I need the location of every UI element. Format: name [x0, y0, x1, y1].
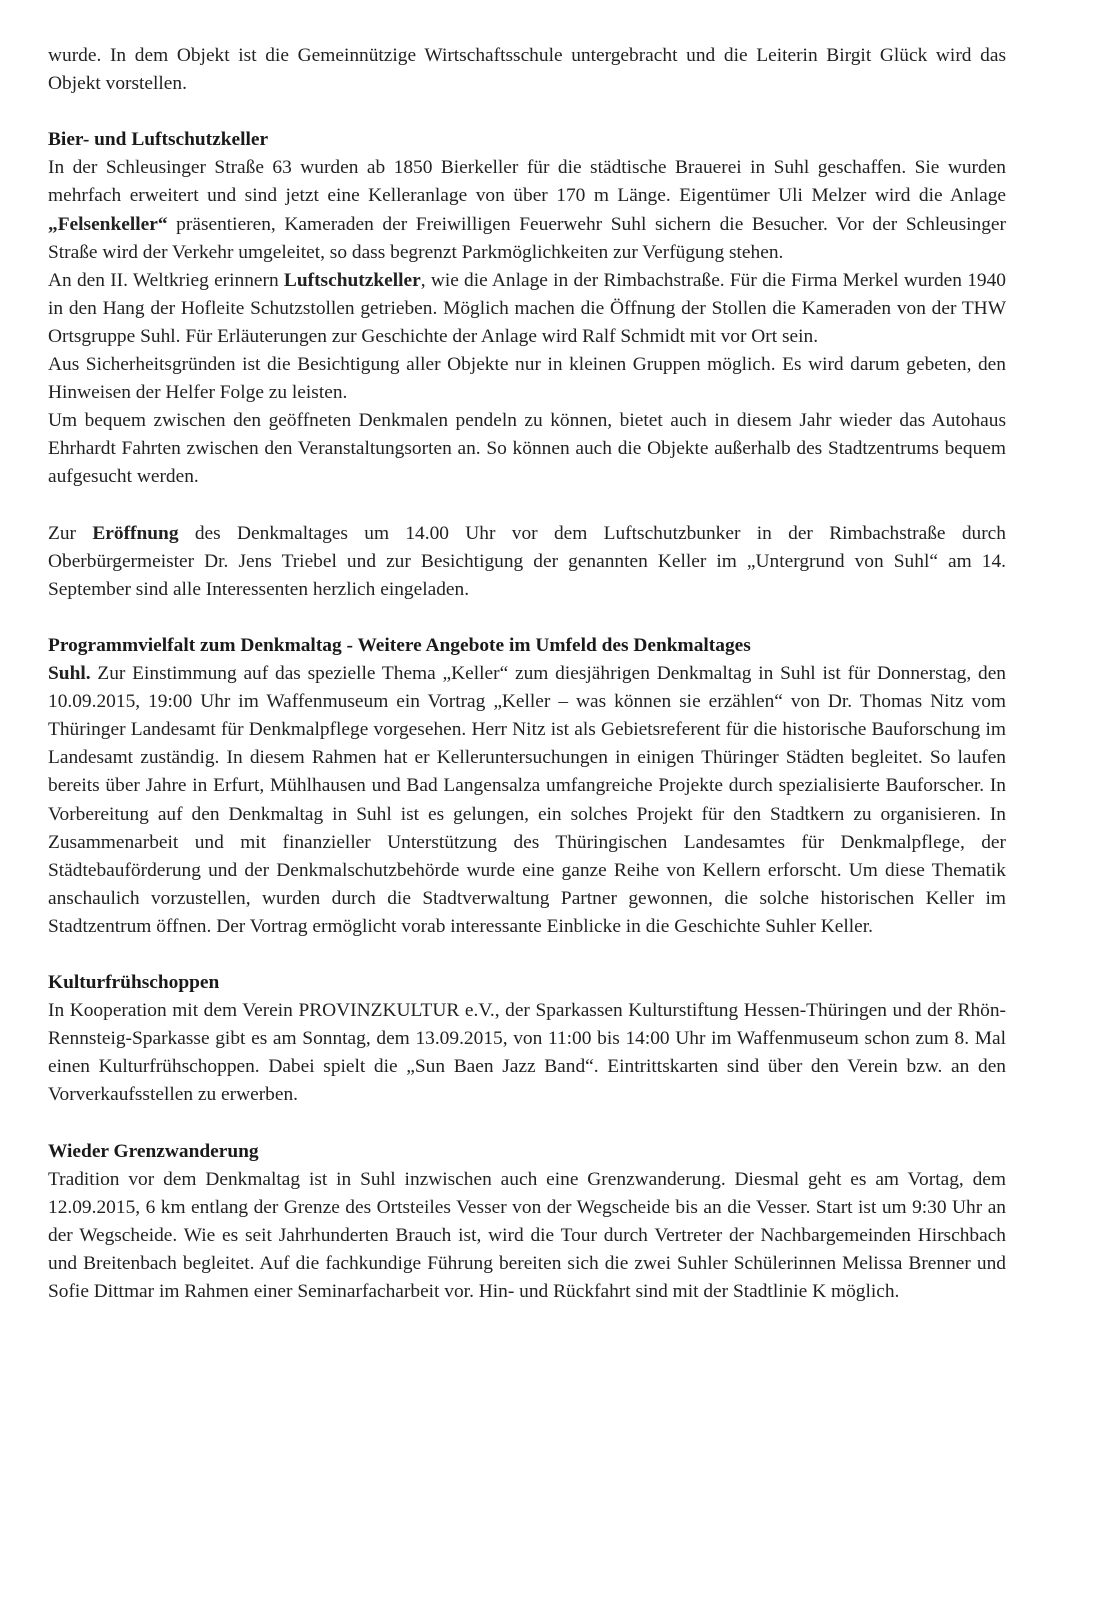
text-run: des Denkmaltages um 14.00 Uhr vor dem Luftschutzbunker in der Rimbachstraße durch Oberbürgermeister Dr. Jens Triebel und zur Besichtigung der genannten Keller im „Untergrund von Suhl“ am 14. September sind alle Interessenten herzlich eingeladen. — [48, 522, 1006, 600]
kultur-paragraph: In Kooperation mit dem Verein PROVINZKULTUR e.V., der Sparkassen Kulturstiftung Hessen-Thüringen und der Rhön-Rennsteig-Sparkasse gibt es am Sonntag, dem 13.09.2015, von 11:00 bis 14:00 Uhr im Waffenmuseum schon zum 8. Mal einen Kulturfrühschoppen. Dabei spielt die „Sun Baen Jazz Band“. Eintrittskarten sind über den Verein bzw. an den Vorverkaufsstellen zu erwerben. — [48, 1000, 1006, 1106]
section-heading-programmvielfalt: Programmvielfalt zum Denkmaltag - Weitere Angebote im Umfeld des Denkmaltages — [48, 634, 751, 656]
section-heading-grenzwanderung: Wieder Grenzwanderung — [48, 1140, 259, 1162]
bier-paragraph-3: Aus Sicherheitsgründen ist die Besichtigung aller Objekte nur in kleinen Gruppen möglich. Es wird darum gebeten, den Hinweisen der Helfer Folge zu leisten. — [48, 354, 1006, 404]
spacer — [48, 604, 1006, 632]
spacer — [48, 492, 1006, 520]
bold-term-eroeffnung: Eröffnung — [92, 522, 179, 544]
text-run: Zur Einstimmung auf das spezielle Thema „Keller“ zum diesjährigen Denkmaltag in Suhl ist für Donnerstag, den 10.09.2015, 19:00 Uhr im Waffenmuseum ein Vortrag „Keller – was können sie erzählen“ von Dr. Thomas Nitz vom Thüringer Landesamt für Denkmalpflege vorgesehen. Herr Nitz ist als Gebietsreferent für die historische Bauforschung im Landesamt zuständig. In diesem Rahmen hat er Kelleruntersuchungen in einigen Thüringer Städten begleitet. So laufen bereits über Jahre in Erfurt, Mühlhausen und Bad Langensalza umfangreiche Projekte durch spezialisierte Bauforscher. In Vorbereitung auf den Denkmaltag in Suhl ist es gelungen, ein solches Projekt für den Stadtkern zu organisieren. In Zusammenarbeit und mit finanzieller Unterstützung des Thüringischen Landesamtes für Denkmalpflege, der Städtebauförderung und der Denkmalschutzbehörde wurde eine ganze Reihe von Kellern erforscht. Um diese Thematik anschaulich vorzustellen, wurden durch die Stadtverwaltung Partner gewonnen, die solche historischen Keller im Stadtzentrum öffnen. Der Vortrag ermöglicht vorab interessante Einblicke in die Geschichte Suhler Keller. — [48, 663, 1006, 937]
bier-paragraph-1 — [48, 154, 1006, 266]
spacer — [48, 98, 1006, 126]
dateline-suhl: Suhl. — [48, 663, 91, 685]
text-run: An den II. Weltkrieg erinnern — [48, 269, 284, 291]
bier-paragraph-4: Um bequem zwischen den geöffneten Denkmalen pendeln zu können, bietet auch in diesem Jahr wieder das Autohaus Ehrhardt Fahrten zwischen den Veranstaltungsorten an. So können auch die Objekte außerhalb des Stadtzentrums bequem aufgesucht werden. — [48, 410, 1006, 488]
text-run: präsentieren, Kameraden der Freiwilligen Feuerwehr Suhl sichern die Besucher. Vor der Schleusinger Straße wird der Verkehr umgeleitet, so dass begrenzt Parkmöglichkeiten zur Verfügung stehen. — [48, 213, 1006, 263]
section-heading-kulturfruehschoppen: Kulturfrühschoppen — [48, 972, 220, 994]
text-run: Zur — [48, 522, 93, 544]
eroeffnung-paragraph — [48, 520, 1006, 604]
bold-term-felsenkeller: „Felsenkeller“ — [48, 213, 168, 235]
programm-paragraph — [48, 660, 1006, 941]
bier-paragraph-2 — [48, 267, 1006, 351]
bold-term-luftschutzkeller: Luftschutzkeller — [283, 269, 421, 291]
document-page — [48, 42, 1006, 1306]
spacer — [48, 1110, 1006, 1138]
text-run: In der Schleusinger Straße 63 wurden ab 1850 Bierkeller für die städtische Brauerei in Suhl geschaffen. Sie wurden mehrfach erweitert und sind jetzt eine Kelleranlage von über 170 m Länge. Eigentümer Uli Melzer wird die Anlage — [48, 157, 1006, 207]
grenz-paragraph: Tradition vor dem Denkmaltag ist in Suhl inzwischen auch eine Grenzwanderung. Diesmal geht es am Vortag, dem 12.09.2015, 6 km entlang der Grenze des Ortsteiles Vesser von der Wegscheide bis an die Vesser. Start ist um 9:30 Uhr an der Wegscheide. Wie es seit Jahrhunderten Brauch ist, wird die Tour durch Vertreter der Nachbargemeinden Hirschbach und Breitenbach begleitet. Auf die fachkundige Führung bereiten sich die zwei Suhler Schülerinnen Melissa Brenner und Sofie Dittmar im Rahmen einer Seminarfacharbeit vor. Hin- und Rückfahrt sind mit der Stadtlinie K möglich. — [48, 1168, 1006, 1303]
intro-paragraph: wurde. In dem Objekt ist die Gemeinnützige Wirtschaftsschule untergebracht und die Leiterin Birgit Glück wird das Objekt vorstellen. — [48, 45, 1006, 95]
section-heading-bier-luftschutzkeller: Bier- und Luftschutzkeller — [48, 129, 269, 151]
text-run: , wie die Anlage in der Rimbachstraße. Für die Firma Merkel wurden 1940 in den Hang der Hofleite Schutzstollen getrieben. Möglich machen die Öffnung der Stollen die Kameraden von der THW Ortsgruppe Suhl. Für Erläuterungen zur Geschichte der Anlage wird Ralf Schmidt mit vor Ort sein. — [48, 269, 1007, 347]
spacer — [48, 941, 1006, 969]
